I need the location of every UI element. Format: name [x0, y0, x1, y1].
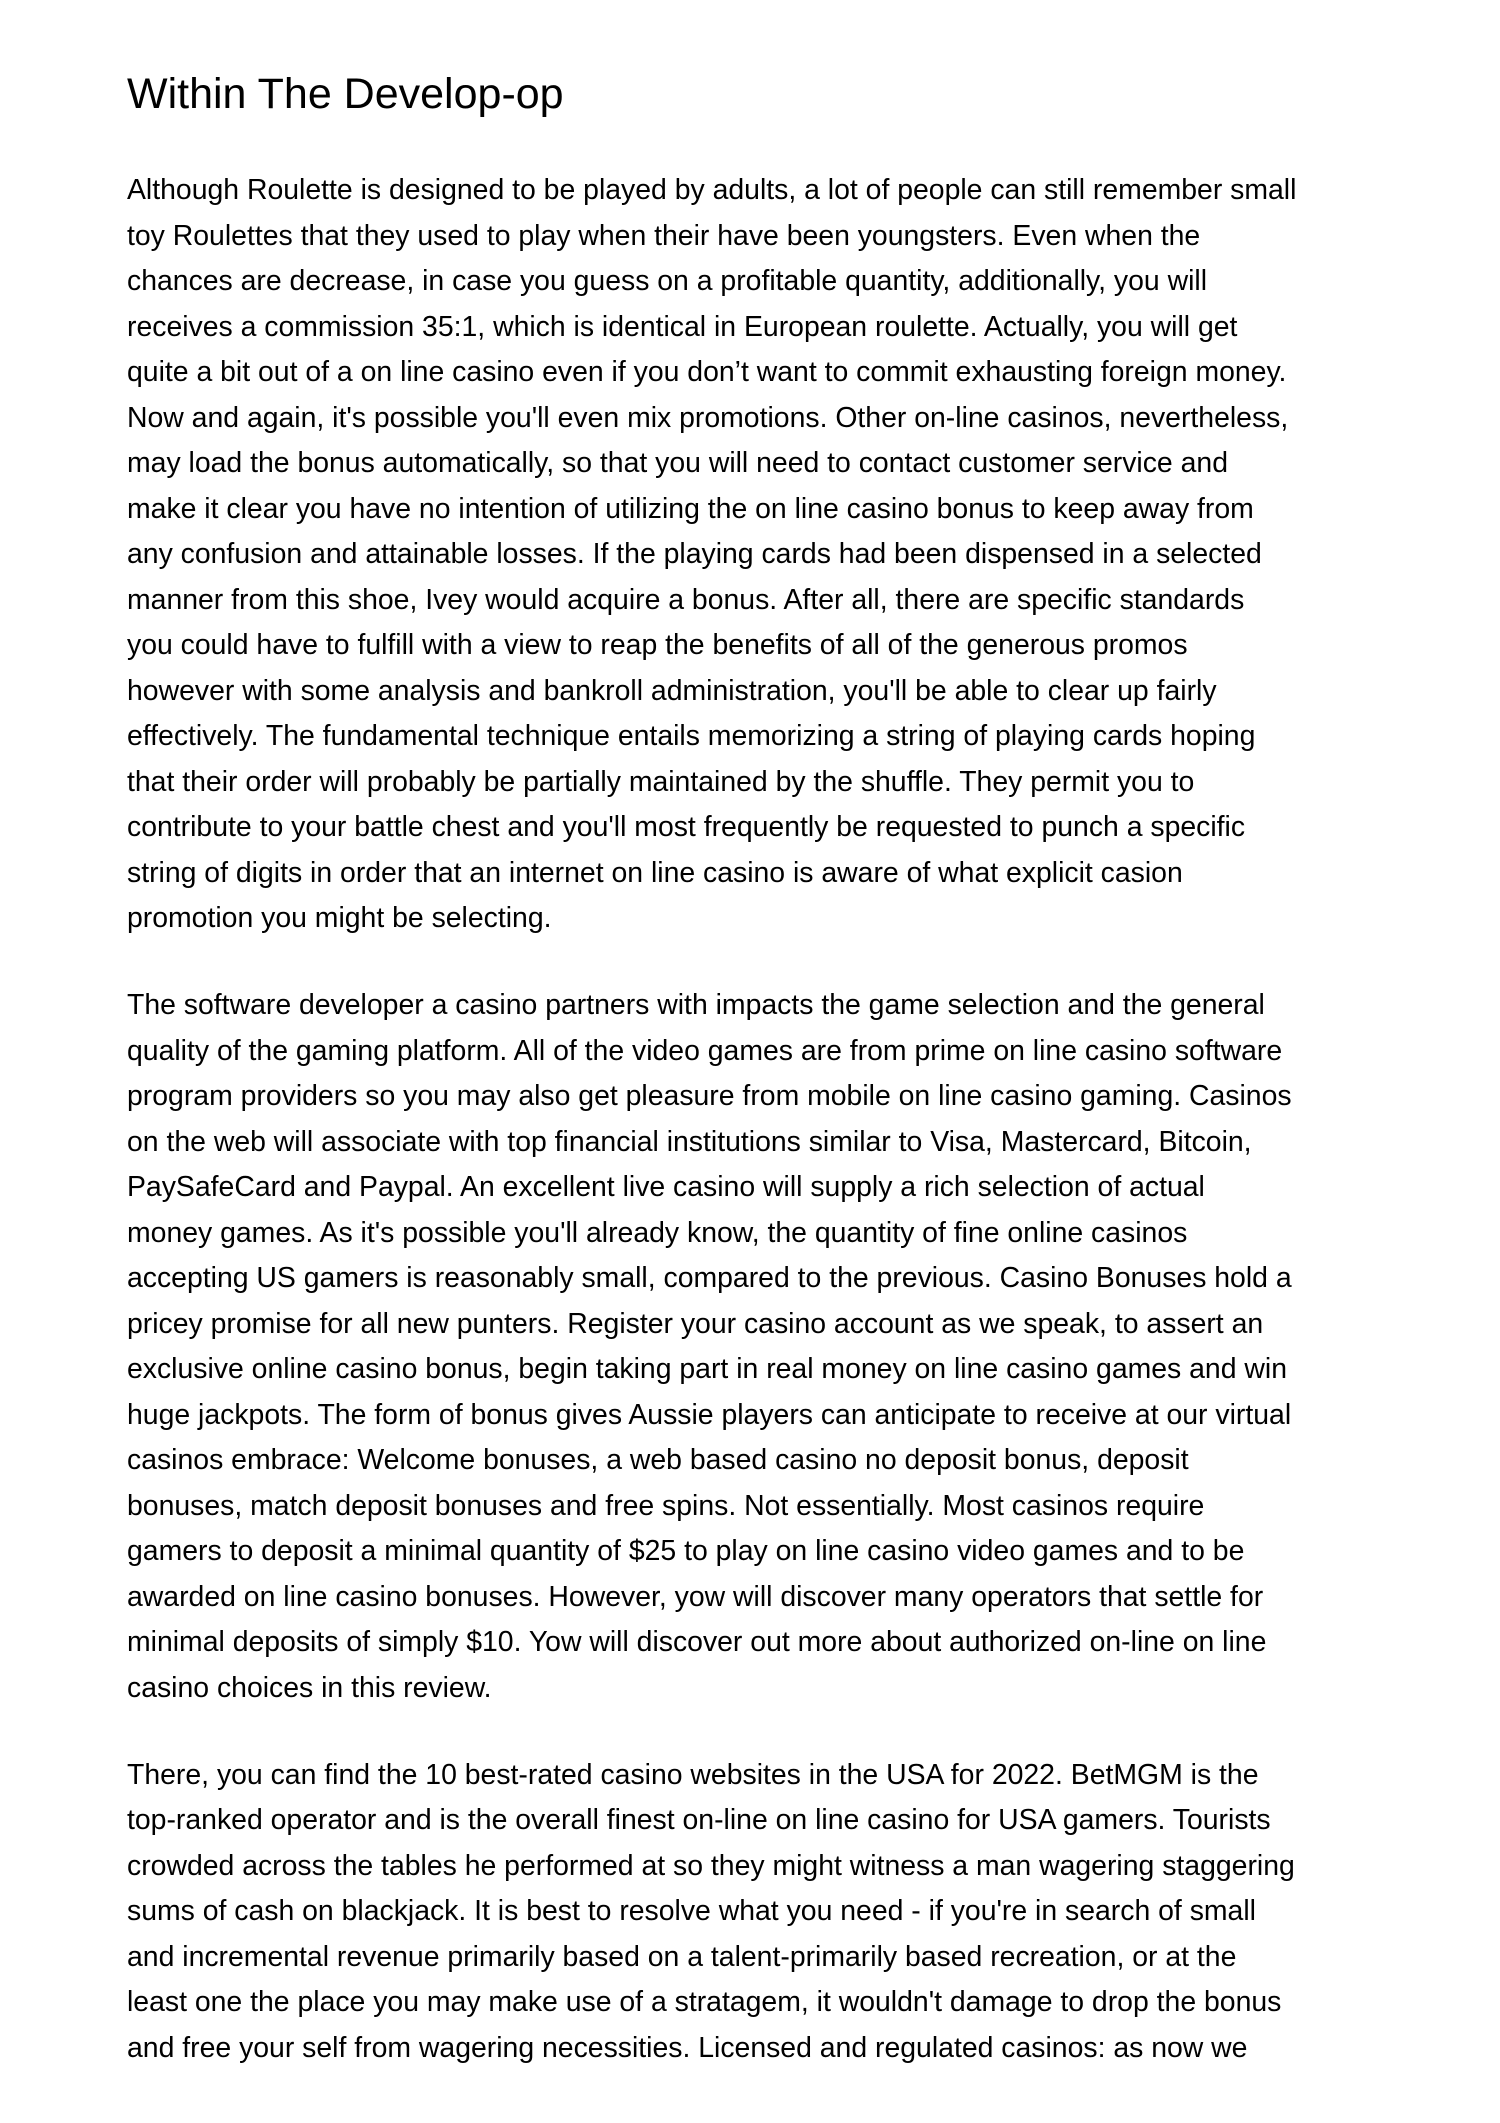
text-line: casinos embrace: Welcome bonuses, a web based casino no deposit bonus, deposit [127, 1444, 1189, 1476]
text-line: receives a commission 35:1, which is identical in European roulette. Actually, you will get [127, 310, 1238, 343]
text-line: minimal deposits of simply $10. Yow will discover out more about authorized on-line on line [127, 1626, 1267, 1658]
text-line: top-ranked operator and is the overall finest on-line on line casino for USA gamers. Tourists [127, 1804, 1271, 1836]
text-line: bonuses, match deposit bonuses and free spins. Not essentially. Most casinos require [127, 1489, 1205, 1522]
text-line: exclusive online casino bonus, begin taking part in real money on line casino games and win [127, 1353, 1287, 1385]
text-line: program providers so you may also get pleasure from mobile on line casino gaming. Casinos [127, 1080, 1292, 1112]
paragraph-3 [127, 1753, 1389, 2072]
text-line: Although Roulette is designed to be played by adults, a lot of people can still remember small [127, 174, 1297, 206]
text-line: and incremental revenue primarily based on a talent-primarily based recreation, or at the [127, 1940, 1237, 1973]
document-title: Within The Develop-op [127, 70, 564, 118]
text-line: sums of cash on blackjack. It is best to resolve what you need - if you're in search of small [127, 1895, 1256, 1927]
text-line: chances are decrease, in case you guess on a profitable quantity, additionally, you will [127, 265, 1208, 297]
text-line: huge jackpots. The form of bonus gives Aussie players can anticipate to receive at our virtual [127, 1398, 1292, 1431]
text-line: least one the place you may make use of a stratagem, it wouldn't damage to drop the bonus [127, 1986, 1282, 2018]
text-line: manner from this shoe, Ivey would acquire a bonus. After all, there are specific standards [127, 583, 1245, 616]
text-line: casino choices in this review. [127, 1671, 492, 1704]
paragraph-2 [127, 983, 1389, 1711]
text-line: The software developer a casino partners with impacts the game selection and the general [127, 989, 1265, 1021]
text-line: money games. As it's possible you'll already know, the quantity of fine online casinos [127, 1216, 1188, 1249]
text-line: may load the bonus automatically, so that you will need to contact customer service and [127, 447, 1228, 479]
document-body [127, 168, 1389, 2113]
text-line: There, you can find the 10 best-rated casino websites in the USA for 2022. BetMGM is the [127, 1758, 1259, 1791]
text-line: and free your self from wagering necessities. Licensed and regulated casinos: as now we [127, 2031, 1248, 2064]
text-line: crowded across the tables he performed at so they might witness a man wagering staggering [127, 1849, 1295, 1882]
text-line: pricey promise for all new punters. Register your casino account as we speak, to assert an [127, 1307, 1264, 1340]
text-line: quality of the gaming platform. All of the video games are from prime on line casino software [127, 1034, 1283, 1067]
text-line: toy Roulettes that they used to play when their have been youngsters. Even when the [127, 219, 1201, 252]
text-line: quite a bit out of a on line casino even if you don’t want to commit exhausting foreign money. [127, 356, 1287, 388]
paragraph-1 [127, 168, 1389, 942]
text-line: you could have to fulfill with a view to reap the benefits of all of the generous promos [127, 629, 1188, 661]
text-line: promotion you might be selecting. [127, 902, 552, 934]
text-line: make it clear you have no intention of utilizing the on line casino bonus to keep away from [127, 492, 1254, 525]
text-line: contribute to your battle chest and you'll most frequently be requested to punch a specific [127, 811, 1246, 843]
text-line: PaySafeCard and Paypal. An excellent live casino will supply a rich selection of actual [127, 1171, 1205, 1203]
text-line: on the web will associate with top financial institutions similar to Visa, Mastercard, Bitcoin, [127, 1125, 1252, 1158]
text-line: awarded on line casino bonuses. However, yow will discover many operators that settle for [127, 1580, 1264, 1613]
text-line: effectively. The fundamental technique entails memorizing a string of playing cards hoping [127, 720, 1256, 752]
text-line: gamers to deposit a minimal quantity of $25 to play on line casino video games and to be [127, 1535, 1245, 1567]
text-line: string of digits in order that an internet on line casino is aware of what explicit casion [127, 856, 1183, 889]
text-line: however with some analysis and bankroll administration, you'll be able to clear up fairly [127, 674, 1217, 707]
text-line: any confusion and attainable losses. If the playing cards had been dispensed in a selected [127, 538, 1262, 570]
text-line: Now and again, it's possible you'll even mix promotions. Other on-line casinos, nevertheless, [127, 401, 1289, 434]
text-line: that their order will probably be partially maintained by the shuffle. They permit you to [127, 765, 1195, 798]
text-line: accepting US gamers is reasonably small, compared to the previous. Casino Bonuses hold a [127, 1262, 1292, 1294]
